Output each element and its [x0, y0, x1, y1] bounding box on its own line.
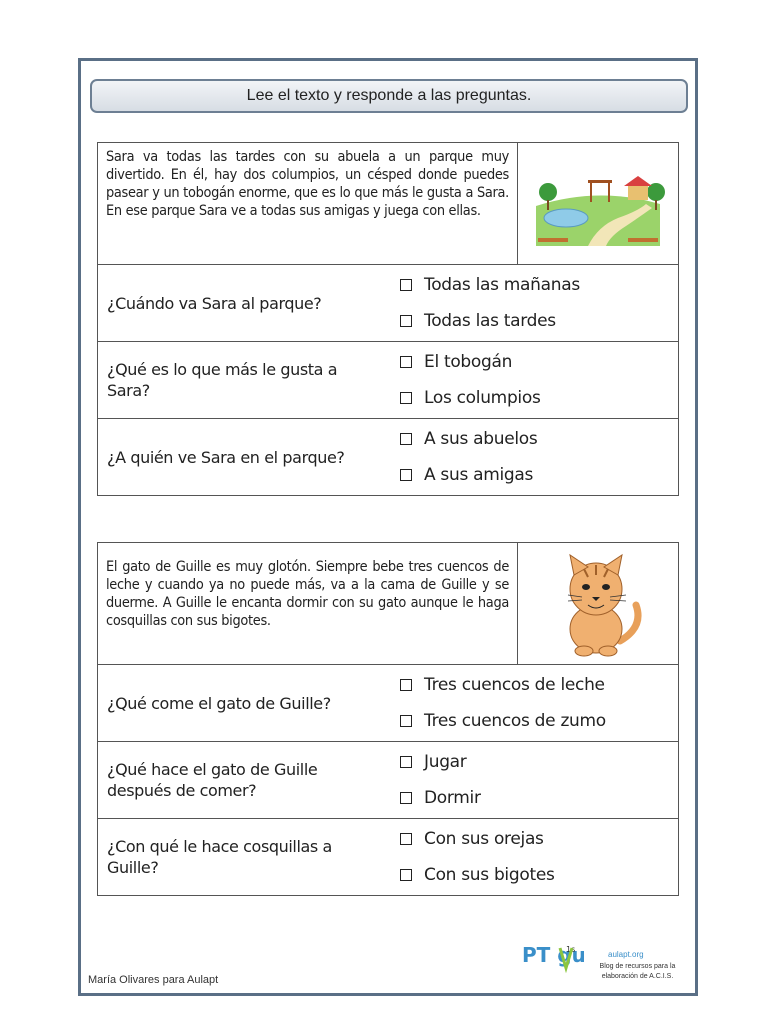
checkbox-icon[interactable] [400, 315, 412, 327]
checkbox-icon[interactable] [400, 792, 412, 804]
answer-option[interactable]: Tres cuencos de leche [400, 675, 678, 695]
question-text: ¿Cuándo va Sara al parque? [107, 293, 322, 313]
question-row [98, 342, 678, 419]
story-text-2: El gato de Guille es muy glotón. Siempre bebe tres cuencos de leche y cuando ya no puede más, va a la cama de Guille y se duerme. A Guille le encanta dormir con su gato aunque le haga cosquillas con sus bigotes. [98, 543, 518, 664]
answer-option[interactable]: Los columpios [400, 388, 678, 408]
checkbox-icon[interactable] [400, 392, 412, 404]
checkbox-icon[interactable] [400, 433, 412, 445]
question-text: ¿A quién ve Sara en el parque? [107, 447, 345, 467]
logo-superscript: 1s [566, 945, 576, 954]
checkbox-icon[interactable] [400, 469, 412, 481]
checkbox-icon[interactable] [400, 679, 412, 691]
question-row [98, 419, 678, 495]
footer-blog-text: Blog de recursos para la elaboración de A.C.I.S. [599, 963, 676, 980]
answer-option[interactable]: A sus amigas [400, 465, 678, 485]
question-row [98, 665, 678, 742]
answer-option[interactable]: El tobogán [400, 352, 678, 372]
story-text-1: Sara va todas las tardes con su abuela a un parque muy divertido. En él, hay dos columpios, un césped donde puedes pasear y un tobogán enorme, que es lo que más le gusta a Sara. En ese parque Sara ve a todas sus amigas y juega con ellas. [98, 143, 518, 264]
exercise-1 [97, 142, 679, 496]
question-row [98, 742, 678, 819]
checkbox-icon[interactable] [400, 833, 412, 845]
ptguia-logo [520, 940, 584, 984]
instructions-title: Lee el texto y responde a las preguntas. [90, 79, 688, 113]
answer-option[interactable]: Con sus orejas [400, 829, 678, 849]
question-text: ¿Qué hace el gato de Guille después de comer? [107, 760, 318, 800]
answer-option[interactable]: Tres cuencos de zumo [400, 711, 678, 731]
footer-author: María Olivares para Aulapt [88, 974, 219, 986]
answer-option[interactable]: Todas las tardes [400, 311, 678, 331]
question-row [98, 819, 678, 895]
question-text: ¿Qué es lo que más le gusta a Sara? [107, 360, 338, 400]
footer-site[interactable]: aulapt.org [608, 950, 644, 959]
answer-option[interactable]: Con sus bigotes [400, 865, 678, 885]
answer-option[interactable]: A sus abuelos [400, 429, 678, 449]
question-text: ¿Con qué le hace cosquillas a Guille? [107, 837, 332, 877]
exercise-2 [97, 542, 679, 896]
answer-option[interactable]: Dormir [400, 788, 678, 808]
checkbox-icon[interactable] [400, 756, 412, 768]
answer-option[interactable]: Jugar [400, 752, 678, 772]
cat-illustration [518, 543, 678, 664]
question-text: ¿Qué come el gato de Guille? [107, 693, 331, 713]
checkbox-icon[interactable] [400, 869, 412, 881]
checkbox-icon[interactable] [400, 279, 412, 291]
answer-option[interactable]: Todas las mañanas [400, 275, 678, 295]
question-row [98, 265, 678, 342]
logo-text: PT gu [522, 943, 584, 967]
checkbox-icon[interactable] [400, 715, 412, 727]
park-illustration [518, 143, 678, 264]
checkbox-icon[interactable] [400, 356, 412, 368]
